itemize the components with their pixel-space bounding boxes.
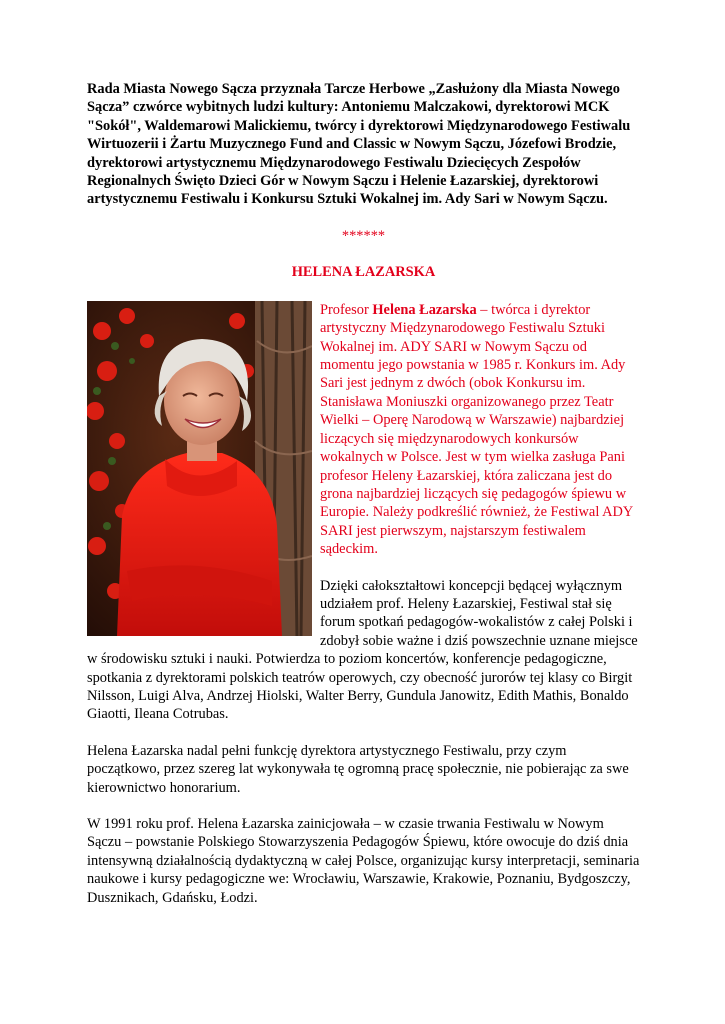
article-body: [87, 301, 640, 907]
festival-paragraph: Dzięki całokształtowi koncepcji będącej wyłącznym udziałem prof. Heleny Łazarskiej, Festiwal stał się forum spotkań pedagogów-wokalistów z całej Polski i zdobył sobie ważne i dziś powszechnie uznane miejsce w środowisku sztuki i nauki. Potwierdza to poziom koncertów, konferencje pedagogiczne, spotkania z dyrektorami polskich teatrów operowych, czy obecność jurorów tej klasy co Birgit Nilsson, Luigi Alva, Andrzej Hiolski, Walter Berry, Gundula Janowitz, Edith Mathis, Bonaldo Giaotti, Ileana Cotrubas.: [87, 577, 638, 723]
document-page: [87, 80, 640, 907]
bio-prefix: Profesor: [320, 301, 373, 318]
bio-name: Helena Łazarska: [372, 301, 477, 318]
association-paragraph: W 1991 roku prof. Helena Łazarska zainicjowała – w czasie trwania Festiwalu w Nowym Sączu – powstanie Polskiego Stowarzyszenia Pedagogów Śpiewu, które owocuje do dziś dnia intensywną działalnością dydaktyczną w całej Polsce, organizując kursy interpretacji, seminaria naukowe i kursy pedagogiczne we: Wrocławiu, Warszawie, Krakowie, Poznaniu, Bydgoszczy, Dusznikach, Gdańsku, Łodzi.: [87, 816, 640, 906]
portrait-photo: [87, 301, 312, 636]
separator-stars: ******: [341, 227, 386, 244]
intro-paragraph: Rada Miasta Nowego Sącza przyznała Tarcze Herbowe „Zasłużony dla Miasta Nowego Sącza” czwórce wybitnych ludzi kultury: Antoniemu Malczakowi, dyrektorowi MCK "Sokół", Waldemarowi Malickiemu, twórcy i dyrektorowi Międzynarodowego Festiwalu Wirtuozerii i Żartu Muzycznego Fund and Classic w Nowym Sączu, Józefowi Brodzie, dyrektorowi artystycznemu Międzynarodowego Festiwalu Dziecięcych Zespołów Regionalnych Święto Dzieci Gór w Nowym Sączu i Helenie Łazarskiej, dyrektorowi artystycznemu Festiwalu i Konkursu Sztuki Wokalnej im. Ady Sari w Nowym Sączu.: [87, 81, 631, 208]
section-heading: HELENA ŁAZARSKA: [291, 263, 436, 280]
director-paragraph: Helena Łazarska nadal pełni funkcję dyrektora artystycznego Festiwalu, przy czym początkowo, przez szereg lat wykonywała tę ogromną pracę społecznie, nie pobierając za swe kierownictwo honorarium.: [87, 742, 629, 796]
bio-text: – twórca i dyrektor artystyczny Międzynarodowego Festiwalu Sztuki Wokalnej im. ADY SARI w Nowym Sączu od momentu jego powstania w 1985 r. Konkurs im. Ady Sari jest jednym z dwóch (obok Konkursu im. Stanisława Moniuszki organizowanego przez Teatr Wielki – Operę Narodową w Warszawie) najbardziej liczących się międzynarodowych konkursów wokalnych w Polsce. Jest w tym wielka zasługa Pani profesor Heleny Łazarskiej, która zaliczana jest do grona najbardziej liczących się pedagogów śpiewu w Europie. Należy podkreślić również, że Festiwal ADY SARI jest pierwszym, najstarszym festiwalem sądeckim.: [320, 301, 633, 558]
